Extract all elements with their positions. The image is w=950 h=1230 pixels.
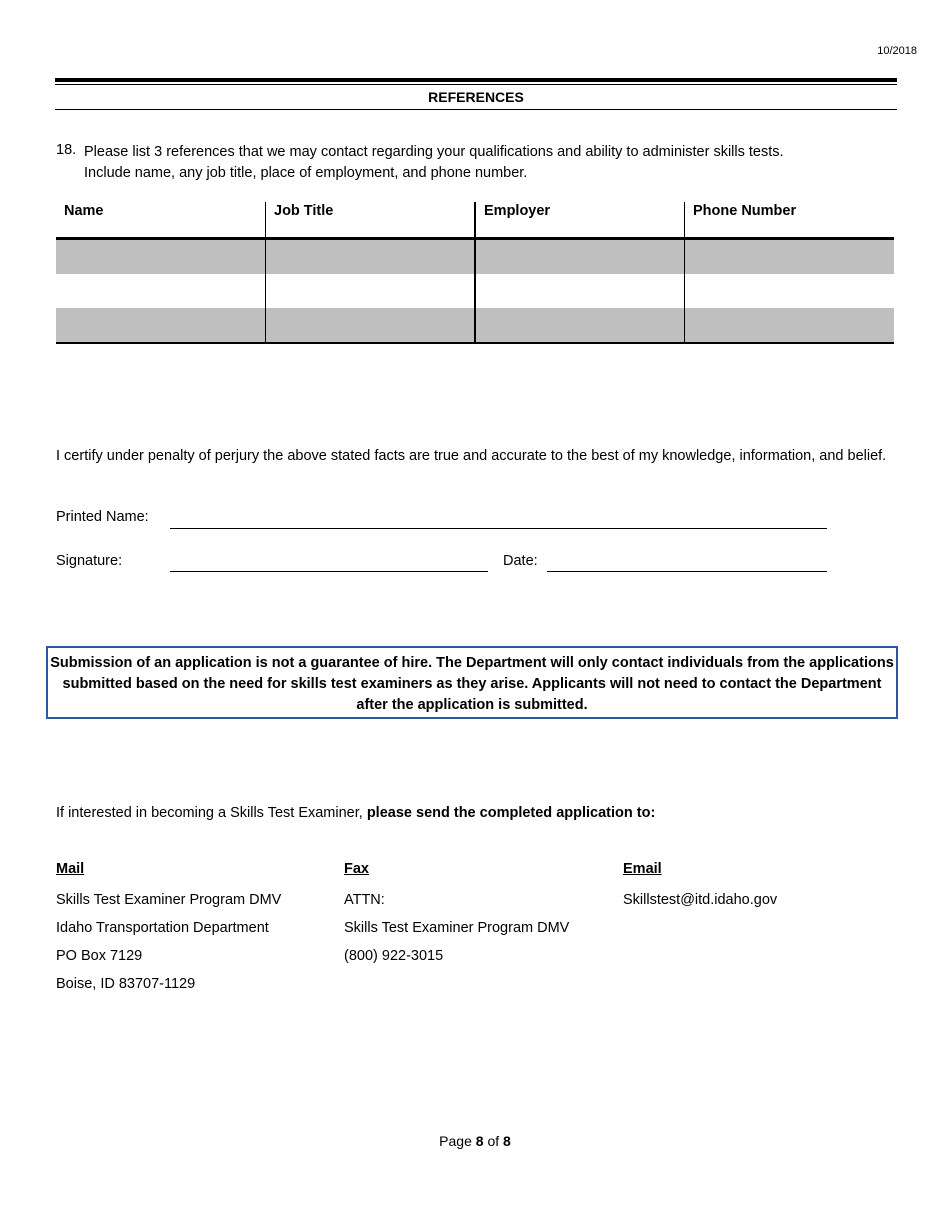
reference-2-employer-cell[interactable] [475, 274, 685, 308]
mail-line: PO Box 7129 [56, 948, 143, 964]
reference-2-phone-cell[interactable] [685, 274, 895, 308]
reference-3-employer-cell[interactable] [475, 308, 685, 343]
printed-name-field[interactable] [170, 528, 827, 529]
date-label: Date: [503, 553, 538, 569]
mail-address-block [56, 886, 281, 998]
fax-heading: Fax [344, 861, 369, 877]
mail-heading: Mail [56, 861, 85, 877]
date-field[interactable] [547, 571, 827, 572]
send-instructions [56, 805, 655, 821]
current-page-number: 8 [475, 1133, 484, 1149]
total-pages-number: 8 [503, 1133, 511, 1149]
hiring-notice-box [46, 646, 898, 719]
table-row [56, 274, 894, 308]
mail-line: Skills Test Examiner Program DMV [56, 892, 282, 908]
table-row [56, 239, 894, 275]
email-address-link[interactable]: Skillstest@itd.idaho.gov [623, 892, 778, 908]
reference-1-phone-cell[interactable] [685, 239, 895, 275]
header-rule-thick [55, 78, 897, 82]
send-intro-bold: please send the completed application to: [366, 805, 656, 821]
section-title-underline [55, 109, 897, 110]
reference-3-name-cell[interactable] [56, 308, 266, 343]
of-word: of [483, 1133, 504, 1149]
mail-line: Boise, ID 83707-1129 [56, 976, 196, 992]
section-title: REFERENCES [428, 89, 524, 105]
page-footer [0, 1133, 950, 1149]
signature-label: Signature: [56, 553, 123, 569]
reference-1-employer-cell[interactable] [475, 239, 685, 275]
email-block [623, 886, 777, 914]
column-header-employer: Employer [475, 202, 685, 239]
reference-2-name-cell[interactable] [56, 274, 266, 308]
fax-line: Skills Test Examiner Program DMV [344, 920, 570, 936]
references-table [56, 202, 894, 344]
table-header-row [56, 202, 894, 239]
reference-3-phone-cell[interactable] [685, 308, 895, 343]
column-header-phone-number: Phone Number [685, 202, 895, 239]
certification-statement: I certify under penalty of perjury the above stated facts are true and accurate to the best of my knowledge, information, and belief. [56, 448, 887, 464]
table-row [56, 308, 894, 343]
reference-1-job-title-cell[interactable] [266, 239, 476, 275]
email-heading: Email [623, 861, 662, 877]
fax-block [344, 886, 569, 970]
reference-3-job-title-cell[interactable] [266, 308, 476, 343]
column-header-name: Name [56, 202, 266, 239]
hiring-notice-text: Submission of an application is not a guarantee of hire. The Department will only contact individuals from the applications submitted based on the need for skills test examiners as they arise. Applicants will not need to contact the Department after the application is submitted. [50, 655, 894, 713]
column-header-job-title: Job Title [266, 202, 476, 239]
page-word: Page [439, 1133, 476, 1149]
printed-name-label: Printed Name: [56, 509, 149, 525]
fax-line: ATTN: [344, 892, 385, 908]
question-number: 18. [56, 142, 77, 158]
question-line-1: Please list 3 references that we may contact regarding your qualifications and ability to administer skills tests. [84, 144, 784, 160]
fax-number: (800) 922-3015 [344, 948, 444, 964]
reference-1-name-cell[interactable] [56, 239, 266, 275]
send-intro: If interested in becoming a Skills Test Examiner, [56, 805, 367, 821]
header-rule-thin [55, 84, 897, 85]
mail-line: Idaho Transportation Department [56, 920, 269, 936]
question-text [84, 142, 894, 184]
signature-field[interactable] [170, 571, 488, 572]
reference-2-job-title-cell[interactable] [266, 274, 476, 308]
question-line-2: Include name, any job title, place of employment, and phone number. [84, 165, 528, 181]
revision-date: 10/2018 [877, 45, 917, 57]
